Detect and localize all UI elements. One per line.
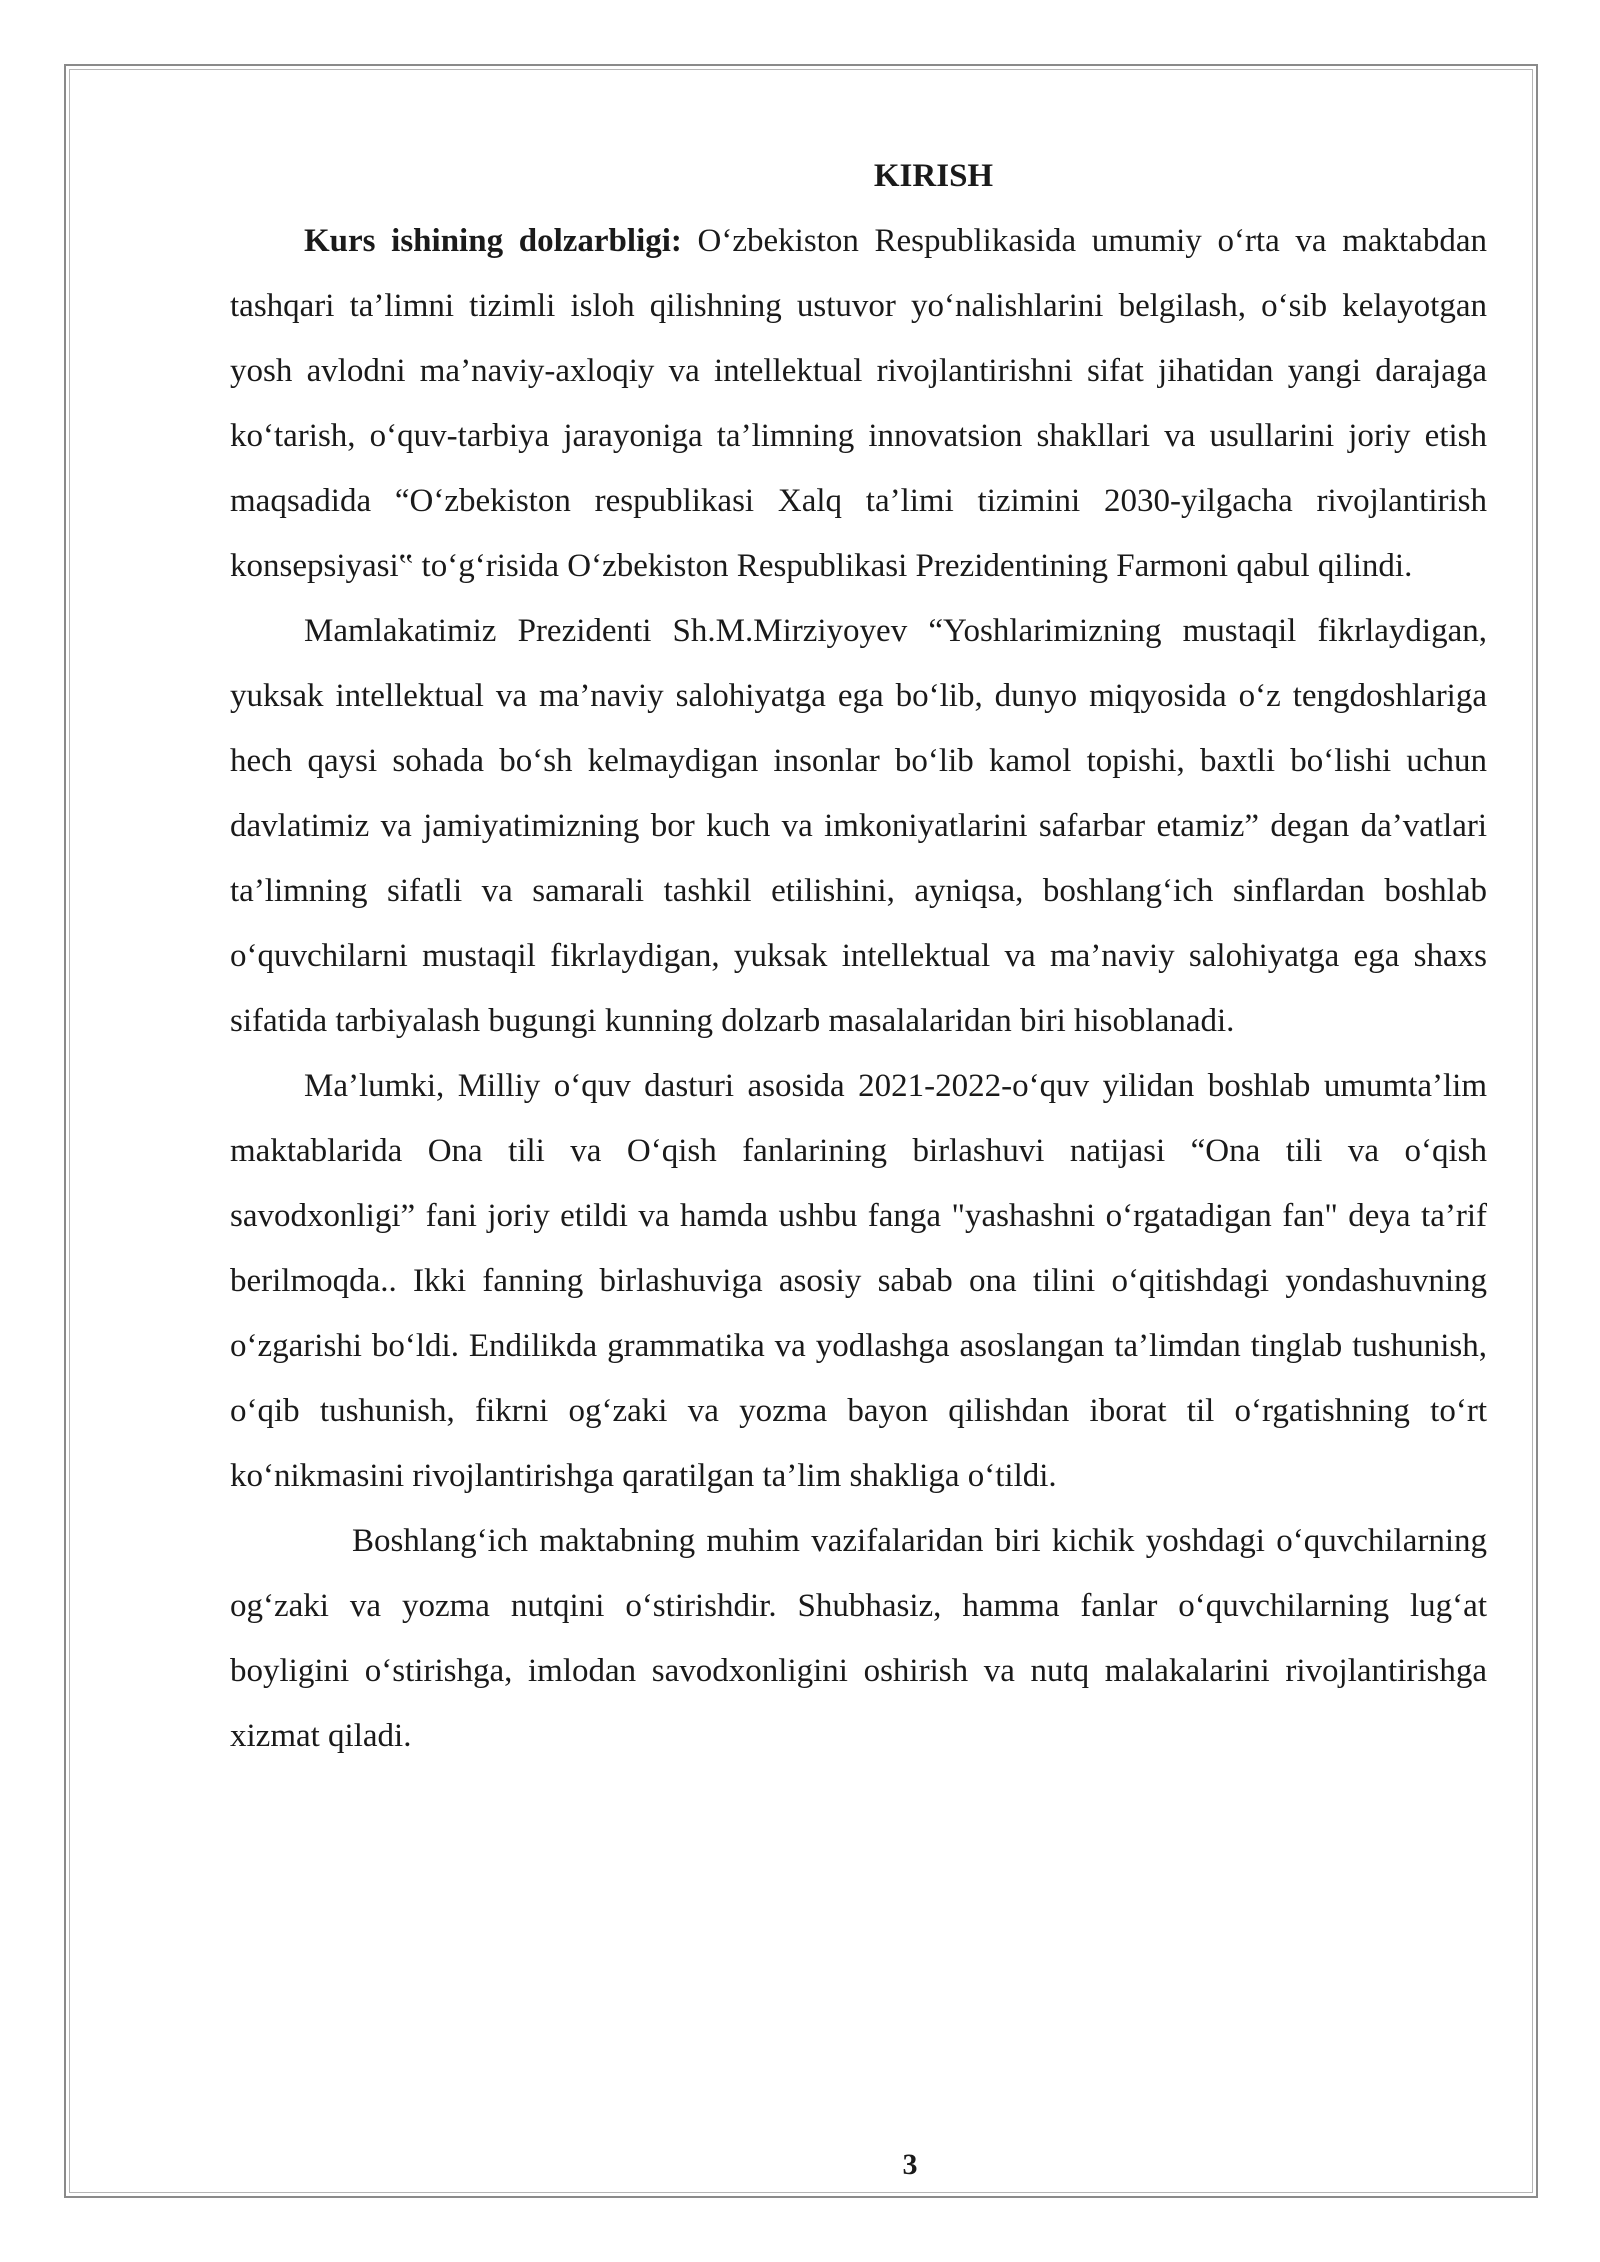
paragraph-text: Ma’lumki, Milliy o‘quv dasturi asosida 2021-2022-o‘quv yilidan boshlab umumta’lim maktablarida Ona tili va O‘qish fanlarining birlashuvi natijasi “Ona tili va o‘qish savodxonligi” fani joriy etildi va hamda ushbu fanga "yashashni o‘rgatadigan fan" deya ta’rif berilmoqda.. Ikki fanning birlashuviga asosiy sabab ona tilini o‘qitishdagi yondashuvning o‘zgarishi bo‘ldi. Endilikda grammatika va yodlashga asoslangan ta’limdan tinglab tushunish, o‘qib tushunish, fikrni og‘zaki va yozma bayon qilishdan iborat til o‘rgatishning to‘rt ko‘nikmasini rivojlantirishga qaratilgan ta’lim shakliga o‘tildi. <box>230 1068 1487 1494</box>
paragraph-president-quote <box>230 599 1487 1054</box>
document-body <box>230 144 1487 1769</box>
paragraph-national-curriculum <box>230 1054 1487 1509</box>
paragraph-text: Boshlang‘ich maktabning muhim vazifalaridan biri kichik yoshdagi o‘quvchilarning og‘zaki va yozma nutqini o‘stirishdir. Shubhasiz, hamma fanlar o‘quvchilarning lug‘at boyligini o‘stirishga, imlodan savodxonligini oshirish va nutq malakalarini rivojlantirishga xizmat qiladi. <box>230 1523 1487 1754</box>
page-number: 3 <box>902 2148 918 2181</box>
paragraph-relevance <box>230 209 1487 599</box>
paragraph-text: O‘zbekiston Respublikasida umumiy o‘rta va maktabdan tashqari ta’limni tizimli isloh qilishning ustuvor yo‘nalishlarini belgilash, o‘sib kelayotgan yosh avlodni ma’naviy-axloqiy va intellektual rivojlantirishni sifat jihatidan yangi darajaga ko‘tarish, o‘quv-tarbiya jarayoniga ta’limning innovatsion shakllari va usullarini joriy etish maqsadida “O‘zbekiston respublikasi Xalq ta’limi tizimini 2030-yilgacha rivojlantirish konsepsiyasi‟ to‘g‘risida O‘zbekiston Respublikasi Prezidentining Farmoni qabul qilindi. <box>230 223 1487 584</box>
paragraph-lead: Kurs ishining dolzarbligi: <box>304 223 682 259</box>
section-heading: KIRISH <box>873 158 994 194</box>
paragraph-text: Mamlakatimiz Prezidenti Sh.M.Mirziyoyev “Yoshlarimizning mustaqil fikrlaydigan, yuksak intellektual va ma’naviy salohiyatga ega bo‘lib, dunyo miqyosida o‘z tengdoshlariga hech qaysi sohada bo‘sh kelmaydigan insonlar bo‘lib kamol topishi, baxtli bo‘lishi uchun davlatimiz va jamiyatimizning bor kuch va imkoniyatlarini safarbar etamiz” degan da’vatlari ta’limning sifatli va samarali tashkil etilishini, ayniqsa, boshlang‘ich sinflardan boshlab o‘quvchilarni mustaqil fikrlaydigan, yuksak intellektual va ma’naviy salohiyatga ega shaxs sifatida tarbiyalash bugungi kunning dolzarb masalalaridan biri hisoblanadi. <box>230 613 1487 1039</box>
paragraph-primary-school <box>230 1509 1487 1769</box>
